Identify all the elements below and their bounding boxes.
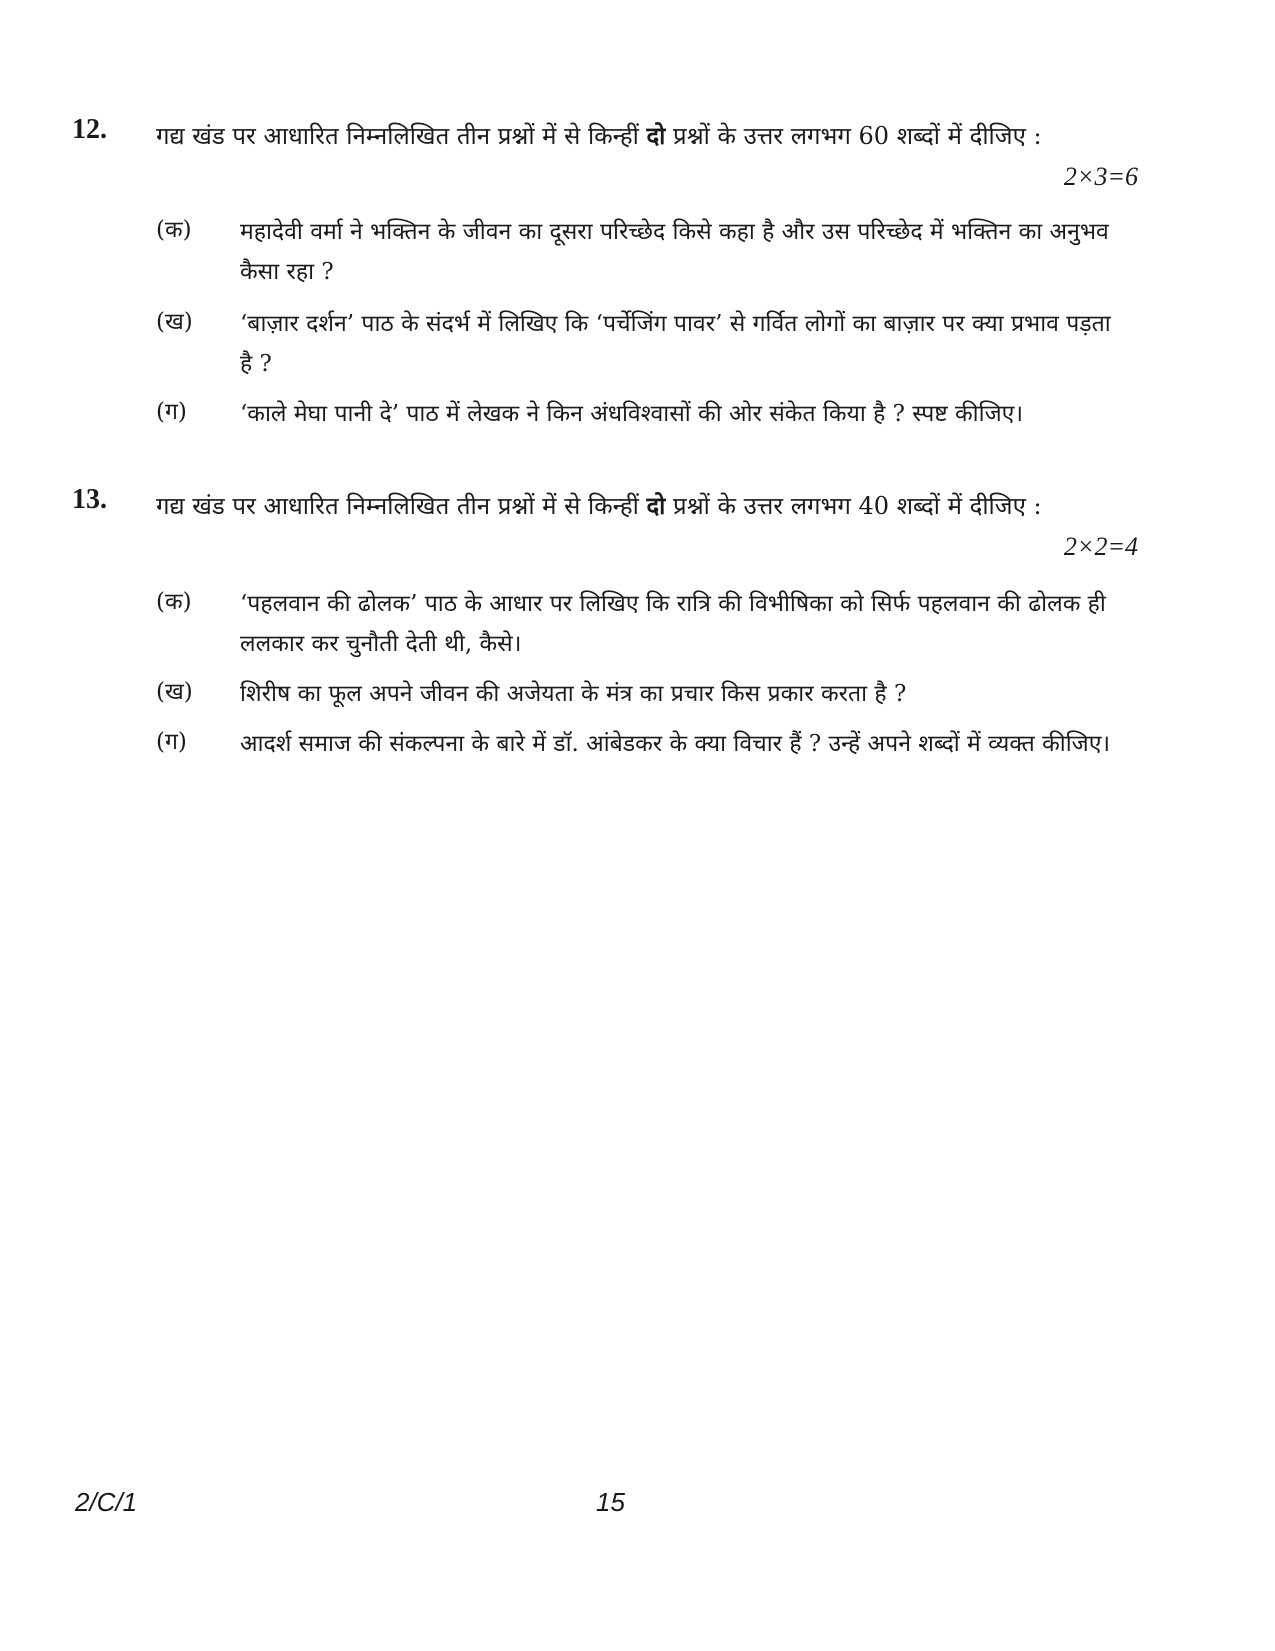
question-number: 12. (72, 114, 107, 145)
subquestion-label: (क) (156, 589, 192, 615)
subquestion-text: महादेवी वर्मा ने भक्तिन के जीवन का दूसरा परिच्छेद किसे कहा है और उस परिच्छेद में भक्तिन का अनुभव कैसा रहा ? (240, 219, 1109, 285)
question-text (156, 482, 1136, 530)
question-text-end: प्रश्नों के उत्तर लगभग 60 शब्दों में दीजिए : (665, 122, 1042, 150)
subquestion-text: ‘पहलवान की ढोलक’ पाठ के आधार पर लिखिए कि रात्रि की विभीषिका को सिर्फ पहलवान की ढोलक ही ललकार कर चुनौती देती थी, कैसे। (240, 591, 1106, 657)
question-text-emphasis: दो (646, 491, 666, 520)
subquestion-label: (ग) (156, 729, 187, 755)
subquestion-label: (क) (156, 217, 192, 243)
page-number: 15 (596, 1487, 625, 1517)
question-text-start: गद्य खंड पर आधारित निम्नलिखित तीन प्रश्नों में से किन्हीं (156, 492, 647, 520)
subquestion-text: ‘बाज़ार दर्शन’ पाठ के संदर्भ में लिखिए कि ‘पर्चेजिंग पावर’ से गर्वित लोगों का बाज़ार पर क्या प्रभाव पड़ता है ? (240, 311, 1111, 377)
question-marks: 2×2=4 (1063, 532, 1138, 561)
paper-code: 2/C/1 (75, 1487, 138, 1517)
subquestion-label: (ग) (156, 399, 187, 425)
subquestion-text: ‘काले मेघा पानी दे’ पाठ में लेखक ने किन अंधविश्वासों की ओर संकेत किया है ? स्पष्ट कीजिए। (240, 401, 1024, 427)
question-text-start: गद्य खंड पर आधारित निम्नलिखित तीन प्रश्नों में से किन्हीं (156, 122, 647, 150)
question-marks: 2×3=6 (1063, 162, 1138, 191)
question-number: 13. (72, 484, 107, 515)
subquestion-text: आदर्श समाज की संकल्पना के बारे में डॉ. आंबेडकर के क्या विचार हैं ? उन्हें अपने शब्दों में व्यक्त कीजिए। (240, 731, 1111, 757)
question-text-emphasis: दो (646, 121, 666, 150)
subquestion-label: (ख) (156, 309, 193, 335)
subquestion-label: (ख) (156, 679, 193, 705)
question-text-end: प्रश्नों के उत्तर लगभग 40 शब्दों में दीजिए : (665, 492, 1042, 520)
question-text (156, 112, 1136, 160)
subquestion-text: शिरीष का फूल अपने जीवन की अजेयता के मंत्र का प्रचार किस प्रकार करता है ? (240, 681, 907, 707)
